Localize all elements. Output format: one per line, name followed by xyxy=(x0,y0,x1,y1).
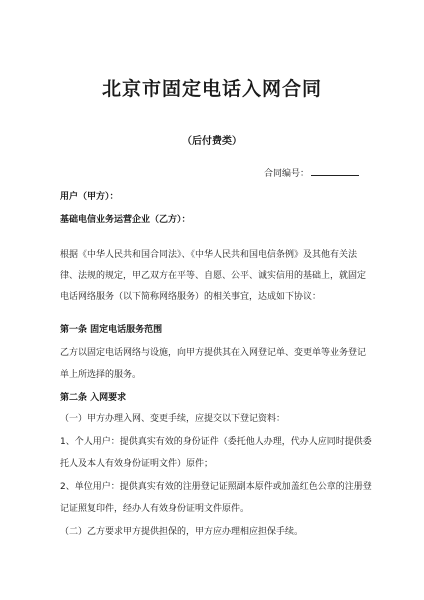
contract-number-blank xyxy=(311,166,359,176)
document-subtitle: （后付费类） xyxy=(182,136,242,147)
article2-line: 记证照复印件，经办人有效身份证明文件原件。 xyxy=(60,504,250,514)
article2-line: 托人及本人有效身份证明文件）原件； xyxy=(60,459,214,469)
document-title: 北京市固定电话入网合同 xyxy=(101,78,322,100)
article2-heading: 第二条 入网要求 xyxy=(60,393,127,403)
article2-line: （二）乙方要求甲方提供担保的，甲方应办理相应担保手续。 xyxy=(60,527,304,537)
article2-line: 1、个人用户：提供真实有效的身份证件（委托他人办理，代办人应同时提供委 xyxy=(60,437,372,447)
article1-line: 单上所选择的服务。 xyxy=(60,370,142,380)
party-a-label: 用户（甲方）： xyxy=(60,192,119,202)
article1-heading: 第一条 固定电话服务范围 xyxy=(60,325,163,335)
preamble-line: 根据《中华人民共和国合同法》、《中华人民共和国电信条例》及其他有关法 xyxy=(60,250,358,260)
article2-line: 2、单位用户：提供真实有效的注册登记证照副本原件或加盖红色公章的注册登 xyxy=(60,482,372,492)
preamble-line: 律、法规的规定，甲乙双方在平等、自愿、公平、诚实信用的基础上，就固定 xyxy=(60,271,367,281)
preamble-line: 电话网络服务（以下简称网络服务）的相关事宜，达成如下协议： xyxy=(60,292,322,302)
article2-line: （一）甲方办理入网、变更手续，应提交以下登记资料： xyxy=(60,414,286,424)
party-b-label: 基础电信业务运营企业（乙方）： xyxy=(60,215,191,225)
contract-number-label: 合同编号： xyxy=(264,169,310,179)
article1-line: 乙方以固定电话网络与设施，向甲方提供其在入网登记单、变更单等业务登记 xyxy=(60,348,367,358)
contract-number-field xyxy=(264,166,359,179)
